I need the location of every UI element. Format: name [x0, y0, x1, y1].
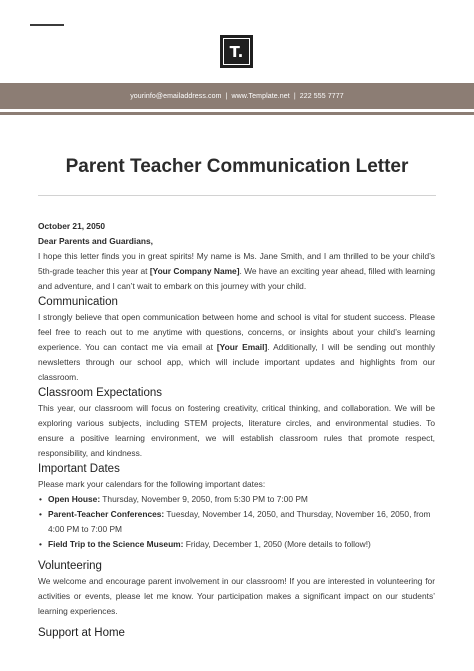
- date-text: Thursday, November 9, 2050, from 5:30 PM to 7:00 PM: [100, 494, 308, 504]
- date-text: Friday, December 1, 2050 (More details to follow!): [183, 539, 371, 549]
- contact-email: yourinfo@emailaddress.com: [130, 92, 222, 100]
- contact-band-underline: [0, 112, 474, 115]
- dates-intro: Please mark your calendars for the following important dates:: [38, 479, 266, 489]
- letter-date: October 21, 2050: [38, 221, 106, 231]
- contact-phone: 222 555 7777: [299, 92, 344, 100]
- contact-separator: |: [293, 92, 296, 100]
- list-item: [48, 537, 435, 552]
- contact-separator: |: [225, 92, 228, 100]
- support-heading: Support at Home: [38, 627, 125, 639]
- logo-letter: T.: [223, 38, 250, 65]
- letter-body: [38, 219, 435, 641]
- date-label: Parent-Teacher Conferences:: [48, 509, 165, 519]
- intro-text-end: . We have an exciting year ahead, filled with learning and adventure, and I can’t wait to embark on this journey with your child.: [38, 266, 435, 291]
- expectations-heading: Classroom Expectations: [38, 387, 162, 399]
- volunteering-heading: Volunteering: [38, 560, 102, 572]
- intro-text: I hope this letter finds you in great spirits! My name is Ms. Jane Smith, and I am thrilled to be your child’s 5th-grade teacher this year at: [38, 251, 435, 276]
- contact-info: [0, 83, 474, 109]
- date-label: Field Trip to the Science Museum:: [48, 539, 184, 549]
- company-logo: [220, 35, 253, 68]
- dates-list: [38, 492, 435, 552]
- email-placeholder: [Your Email]: [216, 342, 268, 352]
- volunteering-paragraph: We welcome and encourage parent involvement in our classroom! If you are interested in volunteering for activities or events, please let me know. Your participation makes a significant impact on our students’ learning experiences.: [38, 576, 435, 616]
- contact-website: www.Template.net: [231, 92, 290, 100]
- date-text: Tuesday, November 14, 2050, and Thursday, November 16, 2050, from 4:00 PM to 7:00 PM: [48, 509, 431, 534]
- title-divider: [38, 195, 436, 196]
- communication-text: I strongly believe that open communication between home and school is vital for student success. Please feel free to reach out to me anytime with questions, concerns, or insights about your child’s learning experience. You can contact me via email at: [38, 312, 435, 352]
- company-placeholder: [Your Company Name]: [149, 266, 240, 276]
- letter-greeting: Dear Parents and Guardians,: [38, 236, 153, 246]
- expectations-paragraph: This year, our classroom will focus on fostering creativity, critical thinking, and collaboration. We will be exploring various subjects, including STEM projects, literature circles, and environmental studies. To ensure a positive learning environment, we will establish classroom rules that promote respect, responsibility, and kindness.: [38, 403, 435, 458]
- list-item: [48, 492, 435, 507]
- communication-text-end: . Additionally, I will be sending out monthly newsletters through our school app, which will include important updates and highlights from our classroom.: [38, 342, 436, 382]
- communication-heading: Communication: [38, 296, 118, 308]
- intro-paragraph: [38, 249, 435, 294]
- communication-paragraph: [38, 310, 435, 385]
- dates-heading: Important Dates: [38, 463, 120, 475]
- page-title: Parent Teacher Communication Letter: [65, 156, 409, 177]
- date-label: Open House:: [48, 494, 101, 504]
- decorative-corner-line: [30, 24, 64, 26]
- list-item: [48, 507, 435, 537]
